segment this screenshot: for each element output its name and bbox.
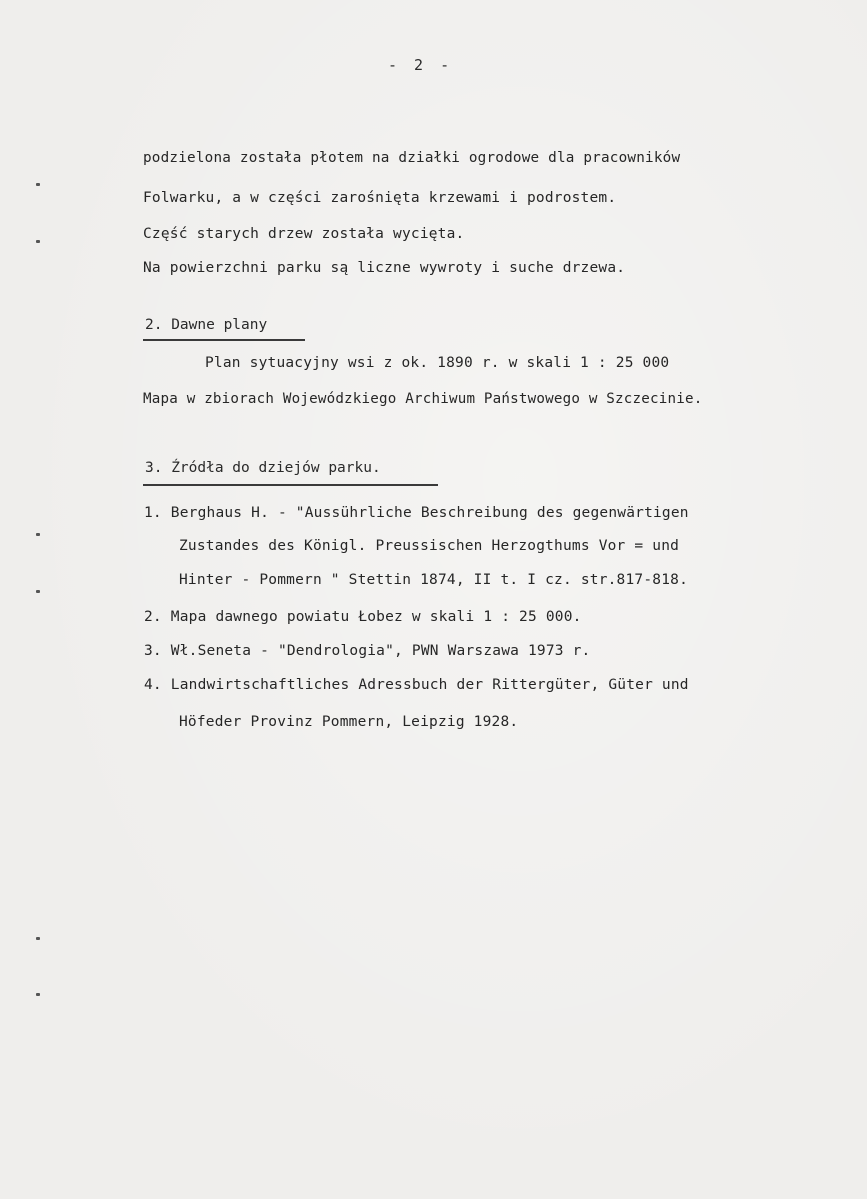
- margin-mark: [36, 993, 40, 996]
- section-heading: 2. Dawne plany: [145, 317, 268, 333]
- source-line: 2. Mapa dawnego powiatu Łobez w skali 1 : 25 000.: [144, 609, 582, 625]
- heading-underline: [143, 484, 438, 486]
- margin-mark: [36, 240, 40, 243]
- source-line: Hinter - Pommern " Stettin 1874, II t. I cz. str.817-818.: [179, 572, 688, 588]
- source-line: Zustandes des Königl. Preussischen Herzogthums Vor = und: [179, 538, 680, 554]
- intro-line: Na powierzchni parku są liczne wywroty i suche drzewa.: [143, 260, 626, 276]
- section-heading: 3. Źródła do dziejów parku.: [145, 460, 381, 476]
- margin-mark: [36, 937, 40, 940]
- intro-line: Część starych drzew została wycięta.: [143, 226, 465, 242]
- source-line: 3. Wł.Seneta - "Dendrologia", PWN Warszawa 1973 r.: [144, 643, 591, 659]
- margin-mark: [36, 533, 40, 536]
- heading-underline: [143, 339, 305, 341]
- source-line: 4. Landwirtschaftliches Adressbuch der Rittergüter, Güter und: [144, 677, 689, 693]
- source-line: 1. Berghaus H. - "Aussührliche Beschreibung des gegenwärtigen: [144, 505, 689, 521]
- margin-mark: [36, 183, 40, 186]
- intro-line: Folwarku, a w części zarośnięta krzewami i podrostem.: [143, 190, 617, 206]
- page-number: - 2 -: [388, 56, 454, 74]
- intro-line: podzielona została płotem na działki ogrodowe dla pracowników: [143, 150, 681, 166]
- source-line: Höfeder Provinz Pommern, Leipzig 1928.: [179, 714, 519, 730]
- margin-mark: [36, 590, 40, 593]
- section-line: Plan sytuacyjny wsi z ok. 1890 r. w skali 1 : 25 000: [205, 355, 670, 371]
- section-line: Mapa w zbiorach Wojewódzkiego Archiwum Państwowego w Szczecinie.: [143, 391, 703, 407]
